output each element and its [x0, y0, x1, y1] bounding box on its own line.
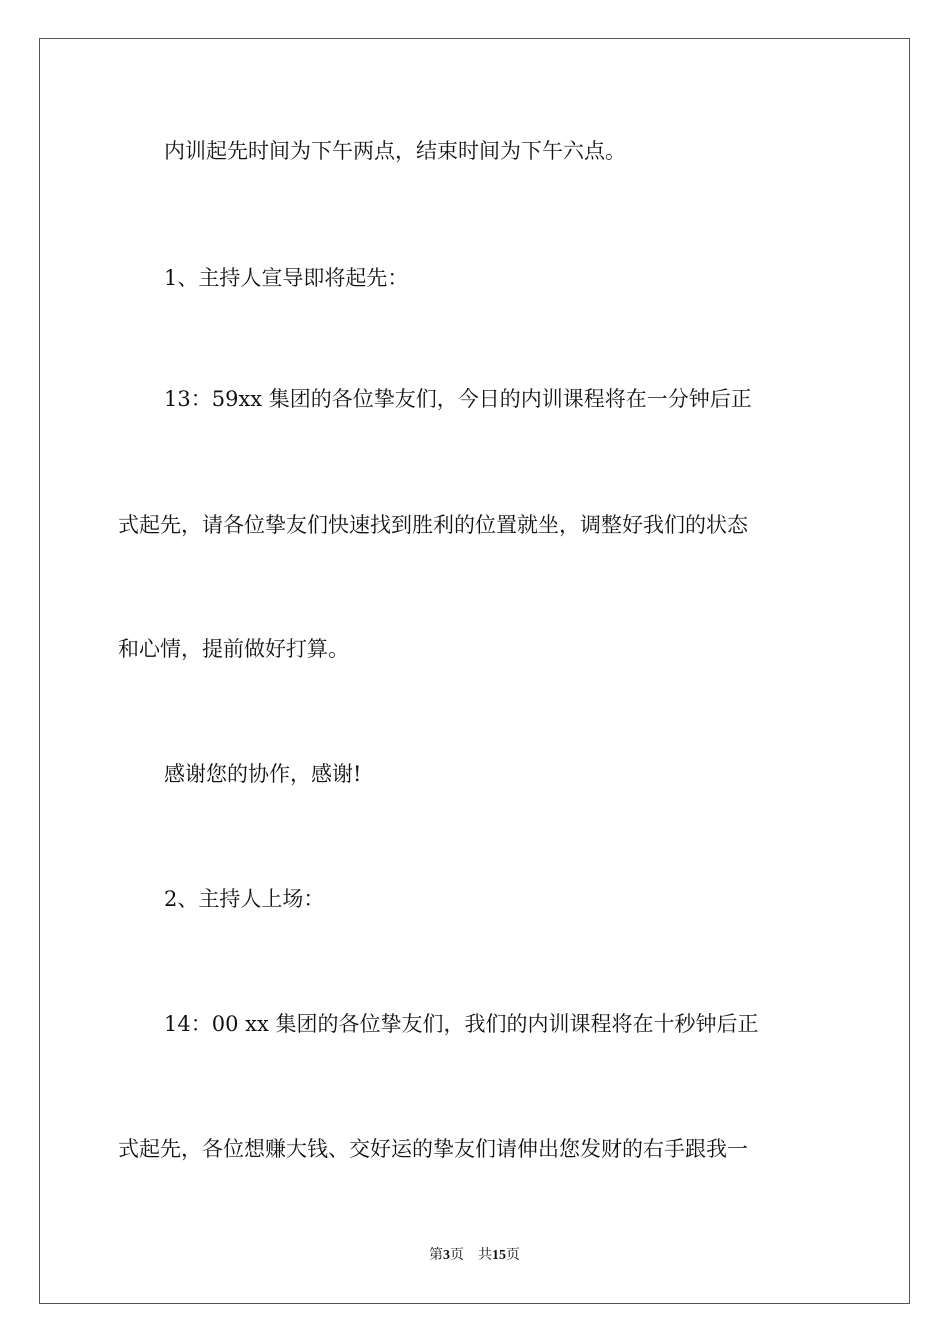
- paragraph-line-5: 和心情，提前做好打算。: [118, 637, 349, 661]
- paragraph-line-1: 内训起先时间为下午两点，结束时间为下午六点。: [164, 139, 626, 163]
- document-page: [39, 38, 910, 1304]
- paragraph-line-6: 感谢您的协作，感谢!: [164, 762, 362, 786]
- paragraph-line-3: 13：59xx 集团的各位挚友们，今日的内训课程将在一分钟后正: [164, 387, 752, 411]
- paragraph-line-2: 1、主持人宣导即将起先：: [164, 266, 409, 290]
- footer-total-pages: 15: [492, 1248, 506, 1263]
- page-footer: [40, 1247, 909, 1265]
- paragraph-line-8: 14：00 xx 集团的各位挚友们，我们的内训课程将在十秒钟后正: [164, 1012, 759, 1036]
- paragraph-line-9: 式起先，各位想赚大钱、交好运的挚友们请伸出您发财的右手跟我一: [118, 1137, 748, 1161]
- footer-total-prefix: 共: [478, 1248, 492, 1263]
- footer-page-number: 3: [443, 1248, 450, 1263]
- footer-page-prefix: 第: [429, 1248, 443, 1263]
- footer-total-suffix: 页: [506, 1248, 520, 1263]
- paragraph-line-7: 2、主持人上场：: [164, 887, 325, 911]
- paragraph-line-4: 式起先，请各位挚友们快速找到胜利的位置就坐，调整好我们的状态: [118, 513, 748, 537]
- footer-page-suffix: 页: [450, 1248, 464, 1263]
